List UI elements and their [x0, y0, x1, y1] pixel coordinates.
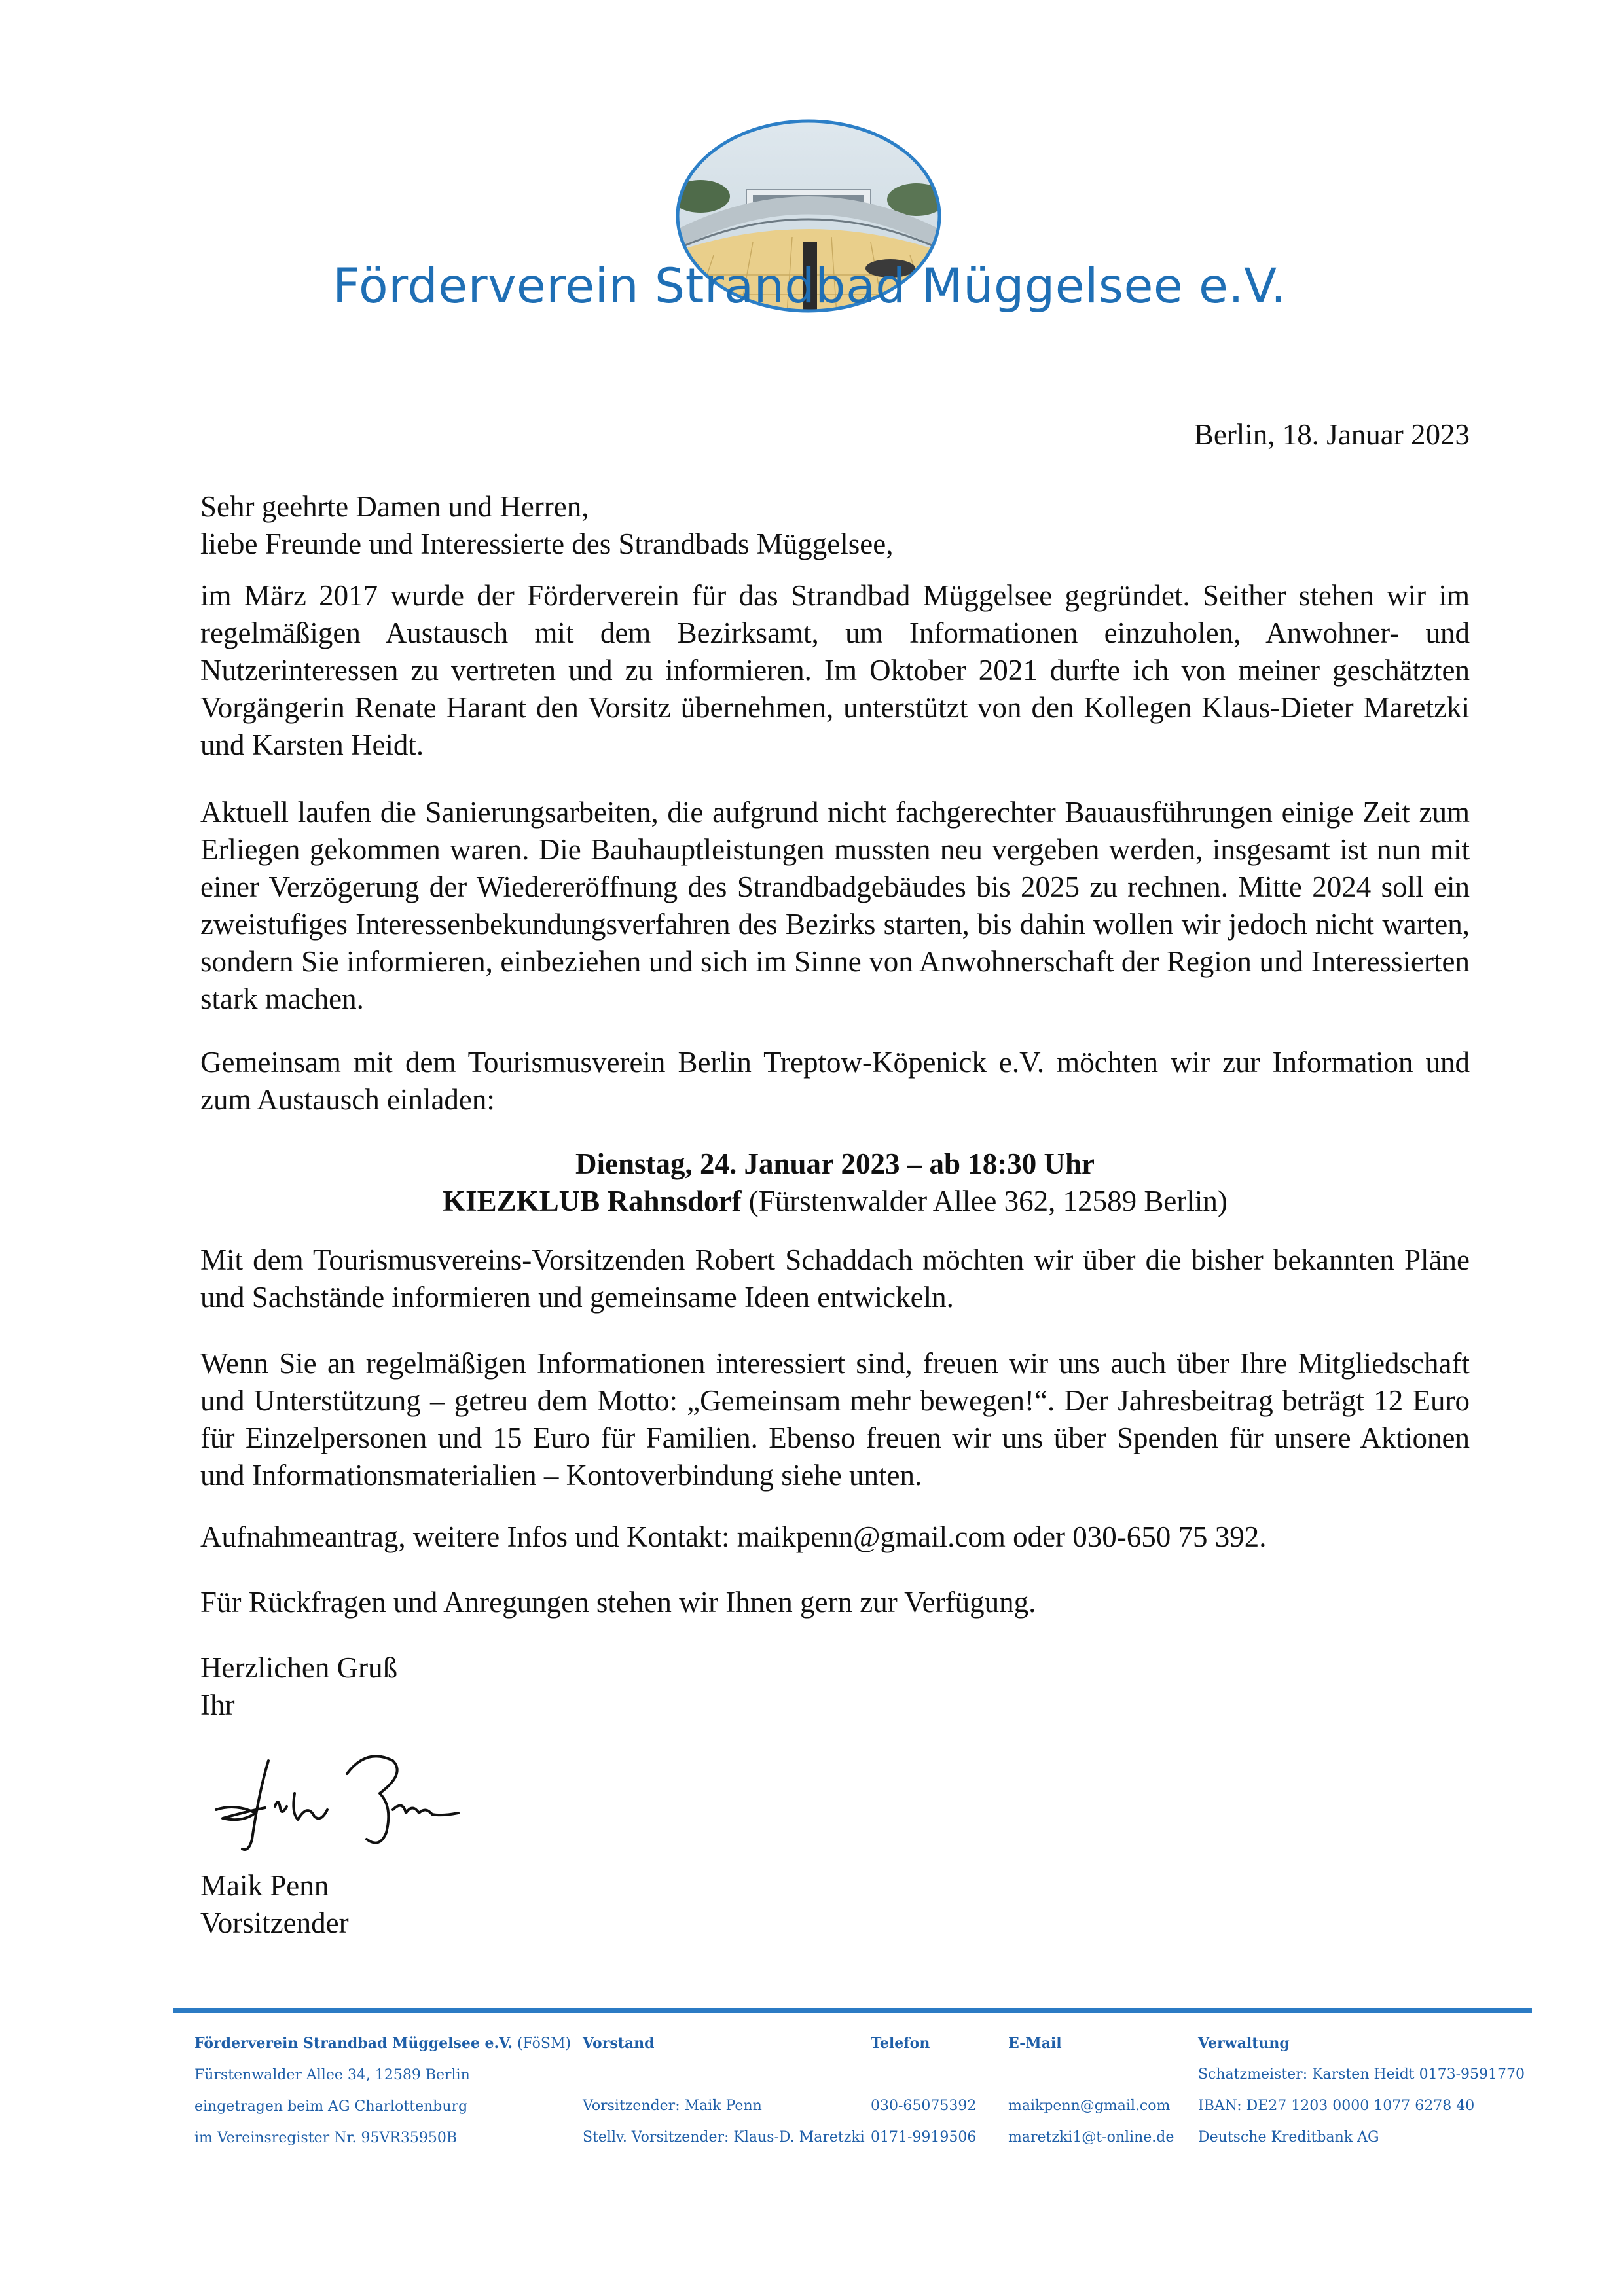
footer-divider: [173, 2008, 1532, 2013]
event-details: [200, 1145, 1470, 1220]
paragraph-questions: Für Rückfragen und Anregungen stehen wir Ihnen gern zur Verfügung.: [200, 1586, 1036, 1619]
footer-register: im Vereinsregister Nr. 95VR35950B: [194, 2130, 458, 2146]
signer-block: [200, 1867, 1470, 1942]
letter-date: Berlin, 18. Januar 2023: [1193, 418, 1470, 451]
salutation: [200, 488, 1470, 563]
footer-column-phone: [871, 2028, 976, 2153]
signer-name: Maik Penn: [200, 1869, 329, 1902]
footer-heading: Telefon: [871, 2035, 930, 2052]
paragraph-contact: Aufnahmeantrag, weitere Infos und Kontakt: maikpenn@gmail.com oder 030-650 75 392.: [200, 1520, 1267, 1553]
handwritten-signature: [196, 1734, 524, 1859]
footer-phone: 030-65075392: [871, 2098, 977, 2114]
paragraph-founding: im März 2017 wurde der Förderverein für das Strandbad Müggelsee gegründet. Seither stehen wir im regelmäßigen Austausch mit dem Bezirksamt, um Informationen einzuholen, Anwohner- und Nutzerinteressen zu vertreten und zu informieren. Im Oktober 2021 durfte ich von meiner geschätzten Vorgängerin Renate Harant den Vorsitz übernehmen, unterstützt von den Kollegen Klaus-Dieter Maretzki und Karsten Heidt.: [200, 579, 1470, 761]
salutation-line: Sehr geehrte Damen und Herren,: [200, 490, 589, 523]
footer-email-link[interactable]: maikpenn@gmail.com: [1008, 2098, 1171, 2114]
paragraph-renovation: Aktuell laufen die Sanierungsarbeiten, die aufgrund nicht fachgerechter Bauausführungen einige Zeit zum Erliegen gekommen waren. Die Bauhauptleistungen mussten neu vergeben werden, insgesamt ist nun mit einer Verzögerung der Wiedereröffnung des Strandbadgebäudes bis 2025 zu rechnen. Mitte 2024 soll ein zweistufiges Interessenbekundungsverfahren des Bezirks starten, bis dahin wollen wir jedoch nicht warten, sondern Sie informieren, einbeziehen und sich im Sinne von Anwohnerschaft der Region und Interessierten stark machen.: [200, 796, 1470, 1015]
footer-chair: Vorsitzender: Maik Penn: [583, 2098, 762, 2114]
footer-heading: Vorstand: [583, 2035, 655, 2052]
closing-line: Herzlichen Gruß: [200, 1651, 398, 1684]
signer-role: Vorsitzender: [200, 1907, 349, 1939]
paragraph-invitation: Gemeinsam mit dem Tourismusverein Berlin Treptow-Köpenick e.V. möchten wir zur Information und zum Austausch einladen:: [200, 1046, 1470, 1116]
footer-bank: Deutsche Kreditbank AG: [1198, 2129, 1379, 2145]
footer-column-board: [583, 2028, 865, 2153]
footer-court: eingetragen beim AG Charlottenburg: [194, 2098, 468, 2115]
footer-heading: E-Mail: [1008, 2035, 1062, 2052]
closing-line: Ihr: [200, 1689, 235, 1721]
paragraph-speaker: Mit dem Tourismusvereins-Vorsitzenden Robert Schaddach möchten wir über die bisher bekannten Pläne und Sachstände informieren und gemeinsame Ideen entwickeln.: [200, 1244, 1470, 1314]
footer-phone: 0171-9919506: [871, 2129, 977, 2145]
footer-heading-suffix: (FöSM): [513, 2036, 572, 2052]
event-venue: KIEZKLUB Rahnsdorf: [443, 1185, 742, 1217]
footer-address: Fürstenwalder Allee 34, 12589 Berlin: [194, 2067, 470, 2083]
footer-iban: IBAN: DE27 1203 0000 1077 6278 40: [1198, 2098, 1475, 2114]
salutation-line: liebe Freunde und Interessierte des Strandbads Müggelsee,: [200, 528, 894, 560]
footer-vice-chair: Stellv. Vorsitzender: Klaus-D. Maretzki: [583, 2129, 865, 2145]
footer-heading: Förderverein Strandbad Müggelsee e.V.: [194, 2035, 513, 2052]
footer-treasurer: Schatzmeister: Karsten Heidt 0173-9591770: [1198, 2066, 1525, 2083]
closing: [200, 1649, 1470, 1724]
event-address: (Fürstenwalder Allee 362, 12589 Berlin): [741, 1185, 1228, 1217]
event-date: Dienstag, 24. Januar 2023 – ab 18:30 Uhr: [575, 1147, 1095, 1180]
footer-email-link[interactable]: maretzki1@t-online.de: [1008, 2129, 1174, 2145]
footer-column-administration: [1198, 2028, 1525, 2153]
footer-column-email: [1008, 2028, 1174, 2153]
organization-title: Förderverein Strandbad Müggelsee e.V.: [333, 259, 1286, 314]
footer-column-association: [194, 2028, 571, 2154]
footer-heading: Verwaltung: [1198, 2035, 1290, 2052]
paragraph-membership: Wenn Sie an regelmäßigen Informationen interessiert sind, freuen wir uns auch über Ihre Mitgliedschaft und Unterstützung – getreu dem Motto: „Gemeinsam mehr bewegen!“. Der Jahresbeitrag beträgt 12 Euro für Einzelpersonen und 15 Euro für Familien. Ebenso freuen wir uns über Spenden für unsere Aktionen und Informationsmaterialien – Kontoverbindung siehe unten.: [200, 1347, 1470, 1492]
